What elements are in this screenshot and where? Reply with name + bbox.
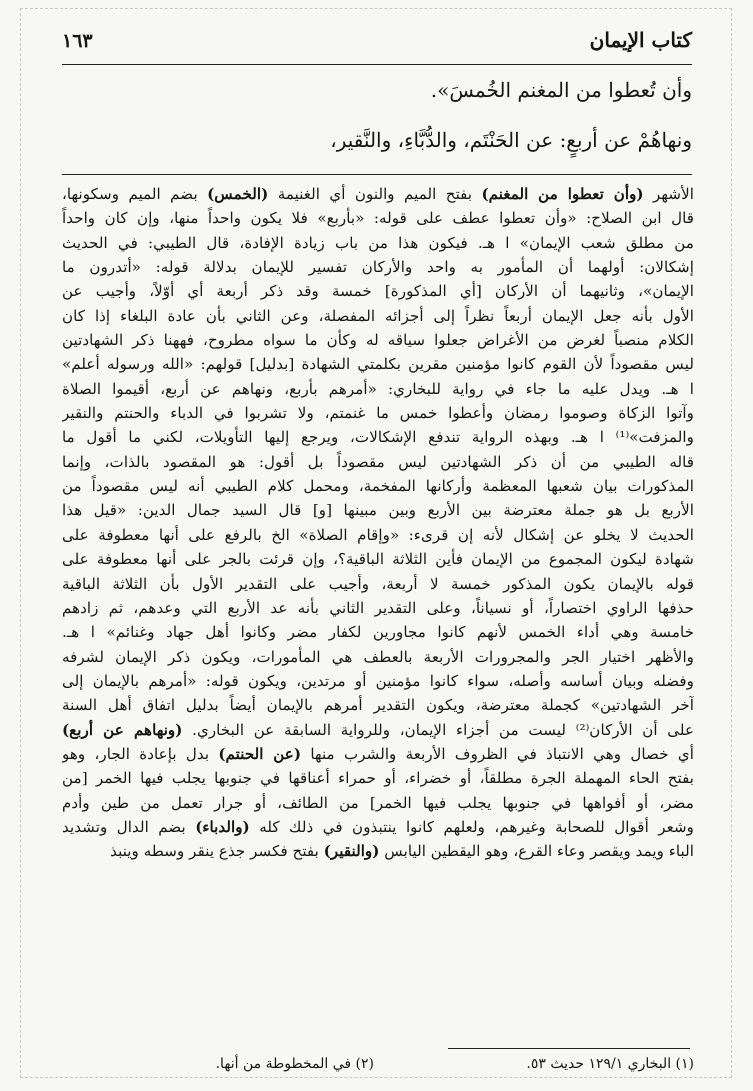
commentary-line bbox=[62, 718, 694, 742]
commentary-line bbox=[62, 547, 694, 571]
commentary-line bbox=[62, 231, 694, 255]
commentary-line bbox=[62, 669, 694, 693]
commentary-line bbox=[62, 328, 694, 352]
page-number: ١٦٣ bbox=[62, 30, 93, 52]
text-segment: أي خصال وهي الانتباذ في الظروف الأربعة والشرب منها bbox=[301, 744, 694, 763]
commentary-line bbox=[62, 523, 694, 547]
text-segment: المذكورات بيان شعبها المعظمة وأركانها المفخمة، ومحمل كلام الطيبي أنه ليس مقصوداً من bbox=[62, 477, 694, 496]
footnote-rule bbox=[448, 1048, 690, 1049]
commentary-line bbox=[62, 206, 694, 230]
commentary-line bbox=[62, 182, 694, 206]
hadith-line: وأن تُعطوا من المغنم الخُمسَ». bbox=[430, 78, 692, 102]
text-segment: من مطلق شعب الإيمان» ا هـ. فيكون هذا من باب زيادة الإفادة، قال الطيبي: في الحديث bbox=[62, 233, 694, 252]
commentary-line bbox=[62, 352, 694, 376]
chapter-title: كتاب الإيمان bbox=[589, 28, 692, 52]
bold-quote: (وأن تعطوا من المغنم) bbox=[481, 185, 644, 203]
text-segment: الباء ويمد ويقصر وعاء القرع، وهو اليقطين اليابس bbox=[379, 842, 694, 861]
text-segment: الإيمان»، وثانيهما أن الأركان [أي المذكورة] خمسة وقد ذكر أربعة أي أوّلاً، وأجيب عن bbox=[62, 282, 694, 301]
text-segment: والأظهر اختيار الجر والمجرورات الأربعة بالعطف هي المأمورات، ويكون ذكر الإيمان لشرفه bbox=[62, 647, 694, 666]
bold-quote: (الخمس) bbox=[207, 185, 269, 203]
text-segment: على أن الأركان⁽²⁾ ليست من أجزاء الإيمان، وللرواية السابقة عن البخاري. bbox=[182, 720, 694, 739]
page-header bbox=[62, 28, 692, 62]
text-segment: وآتوا الزكاة وصوموا رمضان وأعطوا خمس ما غنمتم، ولا تشربوا في الدباء والحنتم والنقير bbox=[62, 404, 694, 423]
text-segment: ليس مقصوداً لأن القوم كانوا مؤمنين مقرين بكلمتي الشهادة [بدليل] قولهم: «الله ورسوله أعلم» bbox=[62, 355, 694, 374]
text-segment: والمزفت»⁽¹⁾ ا هـ. وبهذه الرواية تندفع الإشكالات، ويرجع إليها التأويلات، لكني ما أقول ما bbox=[62, 428, 694, 447]
commentary-line bbox=[62, 279, 694, 303]
commentary-line bbox=[62, 815, 694, 839]
commentary-line bbox=[62, 474, 694, 498]
text-segment: قوله بالإيمان يكون المذكور خمسة لا أربعة، وأجيب على التقدير الأول بأن الثلاثة الباقية bbox=[62, 574, 694, 593]
commentary-body bbox=[62, 182, 694, 864]
text-segment: بدل بإعادة الجار، وهو bbox=[62, 744, 219, 763]
text-segment: وشعر أقوال للصحابة وغيرهم، ولعلهم كانوا ينتبذون في ذلك كله bbox=[249, 817, 694, 836]
text-segment: الأربع بل هو جملة معترضة بين الأربع وبين مبينها [و] قال السيد جمال الدين: «قيل هذا bbox=[62, 501, 694, 520]
text-segment: الأول بأنه جعل الإيمان أربعاً نظراً إلى أجزائه المفصلة، وعن الثاني بأن عادة البلغاء إذا كان bbox=[62, 306, 694, 325]
commentary-line bbox=[62, 839, 694, 863]
text-segment: بضم الدال وتشديد bbox=[62, 817, 196, 836]
bold-quote: (والدباء) bbox=[195, 817, 250, 836]
commentary-line bbox=[62, 304, 694, 328]
commentary-line bbox=[62, 401, 694, 425]
commentary-line bbox=[62, 766, 694, 790]
text-segment: الكلام منصباً لغرض من الأغراض جعلوا سياقه له وكأن ما سواه مطروح، فههنا ذكر الشهادتين bbox=[62, 331, 694, 350]
commentary-line bbox=[62, 645, 694, 669]
bold-quote: (والنقير) bbox=[323, 842, 380, 861]
text-segment: الحديث لا يخلو عن إشكال لأنه إن قرىء: «وإقام الصلاة» الخ بالرفع على أنها معطوفة على bbox=[62, 525, 694, 544]
text-segment: حذفها الراوي اختصاراً، أو نسياناً، وعلى التقدير الثاني بأنه عد الأربع التي وعدهم، ثم زادهم bbox=[62, 598, 694, 617]
header-rule bbox=[62, 64, 692, 65]
bold-quote: (ونهاهم عن أربع) bbox=[62, 720, 183, 739]
text-segment: بضم الميم وسكونها، bbox=[62, 185, 208, 203]
hadith-line: ونهاهُمْ عن أربعٍ: عن الحَنْتَم، والدُّبَّاءِ، والنَّقير، bbox=[330, 128, 692, 152]
text-segment: بفتح الحاء المهملة الجرة مطلقاً، أو خضراء، أو حمراء أعناقها في جنوبها يجلب فيها الخمر [من bbox=[62, 769, 694, 788]
footnote-2: (٢) في المخطوطة من أنها. bbox=[215, 1056, 374, 1072]
text-segment: بفتح فكسر جذع ينقر وسطه وينبذ bbox=[110, 842, 324, 861]
footnote-1: (١) البخاري ١٢٩/١ حديث ٥٣. bbox=[526, 1056, 694, 1072]
commentary-line bbox=[62, 572, 694, 596]
commentary-line bbox=[62, 742, 694, 766]
commentary-line bbox=[62, 693, 694, 717]
text-segment: إشكالان: أولهما أن المأمور به واحد والأركان تفسير للإيمان بدلالة قوله: «أتدرون ما bbox=[62, 258, 694, 277]
text-segment: آخر الشهادتين» كجملة معترضة، ويكون التقدير أمرهم بالإيمان أيضاً بدليل اتفاق أهل السنة bbox=[62, 696, 694, 715]
text-segment: مضر، أو أفواهها في جنوبها يجلب فيها الخمر] من الطائف، أو جرار تعمل من طين وأدم bbox=[62, 793, 694, 812]
text-segment: ا هـ. ويدل عليه ما جاء في رواية للبخاري: «أمرهم بأربع، ونهاهم عن أربع، أقيموا الصلاة bbox=[62, 379, 694, 398]
commentary-line bbox=[62, 620, 694, 644]
text-segment: وفضله وبيان أساسه وأصله، سواء كانوا مؤمنين أو مرتدين، ويكون قوله: «أمرهم بالإيمان إلى bbox=[62, 671, 694, 690]
bold-quote: (عن الحنتم) bbox=[218, 744, 302, 763]
text-segment: بفتح الميم والنون أي الغنيمة bbox=[268, 185, 482, 203]
text-segment: خامسة وهي أداء الخمس لأنهم كانوا مجاورين لكفار مضر وكانوا أهل جهاد وغنائم» ا هـ. bbox=[62, 623, 694, 642]
footnotes bbox=[62, 1056, 694, 1078]
section-divider bbox=[62, 174, 692, 175]
text-segment: قال ابن الصلاح: «وأن تعطوا عطف على قوله: «بأربع» فلا يكون واحداً منها، وإن كان واحداً bbox=[62, 209, 694, 228]
commentary-line bbox=[62, 377, 694, 401]
commentary-line bbox=[62, 791, 694, 815]
text-segment: الأشهر bbox=[643, 185, 694, 203]
text-segment: شهادة ليكون المجموع من الإيمان فأين الثلاثة الباقية؟، وإن قرئت بالجر على أنها معطوفة على bbox=[62, 550, 694, 569]
commentary-line bbox=[62, 450, 694, 474]
text-segment: قاله الطيبي من أن ذكر الشهادتين ليس مقصوداً بل أقول: هو المقصود بالذات، وإنما bbox=[62, 452, 694, 471]
commentary-line bbox=[62, 498, 694, 522]
commentary-line bbox=[62, 596, 694, 620]
commentary-line bbox=[62, 255, 694, 279]
commentary-line bbox=[62, 425, 694, 449]
